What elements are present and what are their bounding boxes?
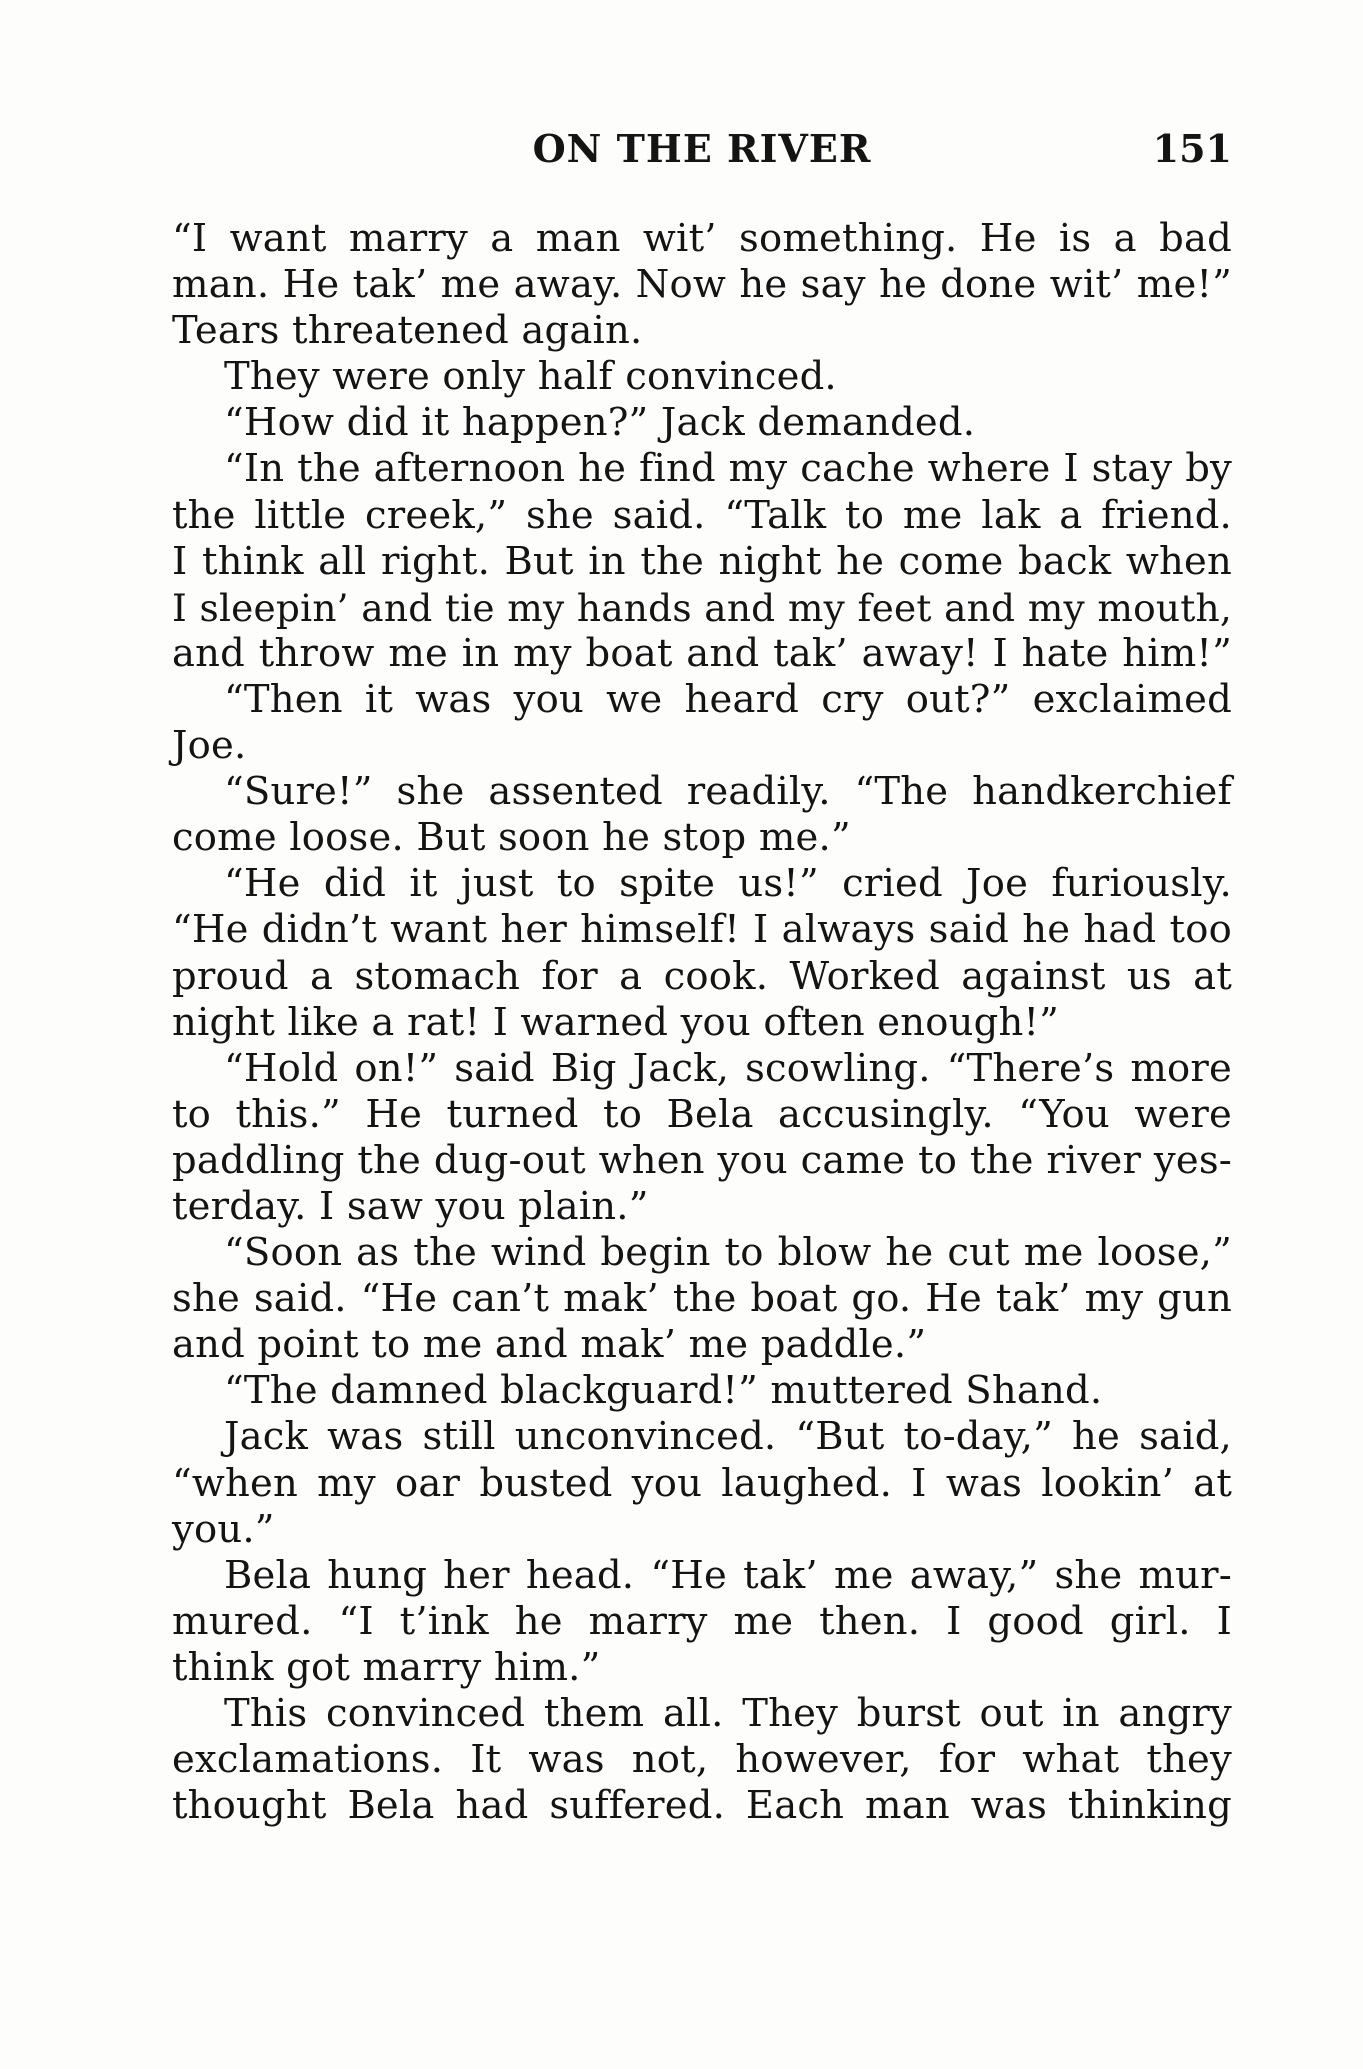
- text-line: Tears threatened again.: [172, 308, 643, 354]
- text-line: “when my oar busted you laughed. I was lookin’ at: [172, 1460, 1232, 1506]
- text-line: you.”: [172, 1506, 275, 1552]
- text-line: paddling the dug-out when you came to the river yes-: [172, 1137, 1232, 1183]
- text-line: “In the afternoon he find my cache where I stay by: [224, 446, 1232, 492]
- text-line: and throw me in my boat and tak’ away! I hate him!”: [172, 630, 1232, 676]
- text-line: “Then it was you we heard cry out?” exclaimed: [224, 676, 1232, 722]
- text-line: Joe.: [172, 723, 247, 769]
- text-line: night like a rat! I warned you often enough!”: [172, 999, 1060, 1045]
- text-line: come loose. But soon he stop me.”: [172, 815, 851, 861]
- text-line: the little creek,” she said. “Talk to me lak a friend.: [172, 492, 1232, 538]
- text-line: exclamations. It was not, however, for what they: [172, 1737, 1232, 1783]
- text-line: think got marry him.”: [172, 1644, 601, 1690]
- text-line: to this.” He turned to Bela accusingly. “You were: [172, 1091, 1232, 1137]
- text-line: “I want marry a man wit’ something. He is a bad: [172, 216, 1232, 261]
- text-line: I think all right. But in the night he come back when: [172, 538, 1232, 584]
- text-line: “Soon as the wind begin to blow he cut me loose,”: [224, 1230, 1232, 1276]
- text-line: “How did it happen?” Jack demanded.: [224, 400, 976, 446]
- text-line: I sleepin’ and tie my hands and my feet and my mouth,: [172, 585, 1232, 630]
- page-number: 151: [1152, 126, 1232, 171]
- text-line: she said. “He can’t mak’ the boat go. He tak’ my gun: [172, 1276, 1232, 1322]
- text-line: man. He tak’ me away. Now he say he done wit’ me!”: [172, 262, 1232, 308]
- running-title: ON THE RIVER: [532, 126, 872, 171]
- text-line: Bela hung her head. “He tak’ me away,” she mur-: [224, 1552, 1232, 1598]
- text-line: and point to me and mak’ me paddle.”: [172, 1322, 927, 1368]
- text-line: thought Bela had suffered. Each man was thinking: [172, 1783, 1232, 1829]
- text-line: proud a stomach for a cook. Worked against us at: [172, 953, 1232, 999]
- text-line: terday. I saw you plain.”: [172, 1183, 649, 1229]
- text-line: This convinced them all. They burst out in angry: [224, 1691, 1232, 1736]
- text-line: “Sure!” she assented readily. “The handkerchief: [224, 769, 1232, 815]
- text-line: Jack was still unconvinced. “But to-day,” he said,: [224, 1414, 1232, 1460]
- text-line: mured. “I t’ink he marry me then. I good girl. I: [172, 1598, 1232, 1644]
- text-line: They were only half convinced.: [224, 354, 837, 400]
- text-line: “The damned blackguard!” muttered Shand.: [224, 1368, 1103, 1414]
- text-line: “He didn’t want her himself! I always said he had too: [172, 907, 1232, 953]
- body-text: [172, 216, 1232, 1829]
- text-line: “Hold on!” said Big Jack, scowling. “There’s more: [224, 1045, 1232, 1091]
- text-line: “He did it just to spite us!” cried Joe furiously.: [224, 861, 1232, 907]
- running-head: [172, 124, 1232, 184]
